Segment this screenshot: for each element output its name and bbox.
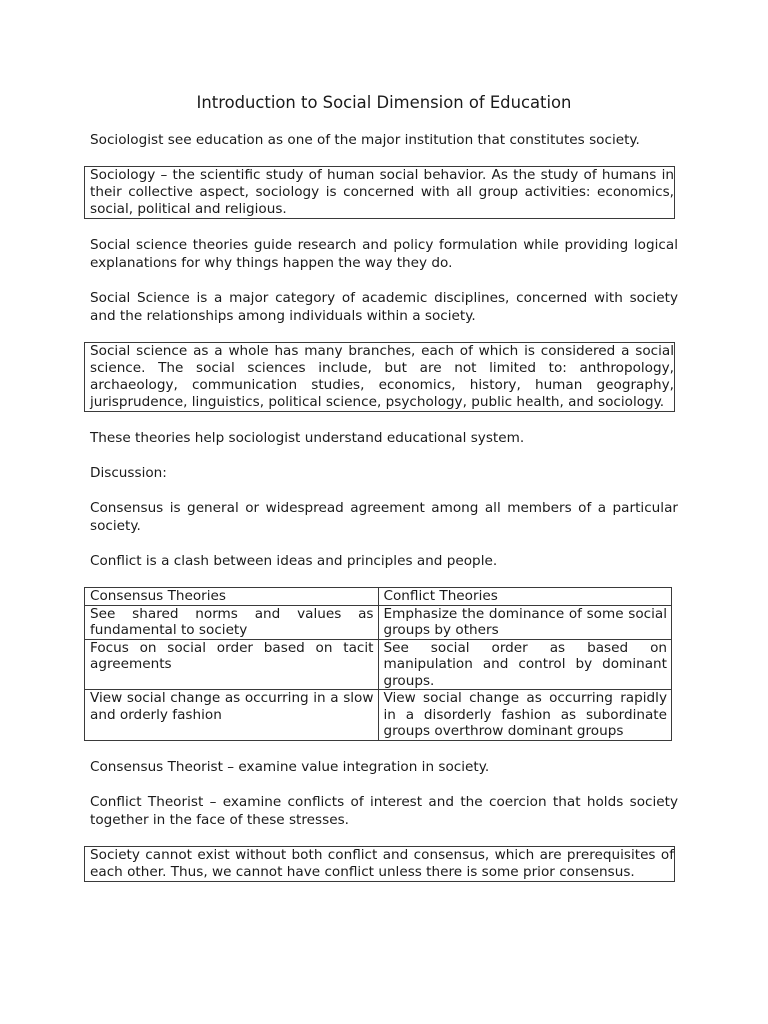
paragraph-conflict: Conflict is a clash between ideas and principles and people. — [90, 553, 498, 569]
table-cell: View social change as occurring rapidly in a disorderly fashion as subordinate groups overthrow dominant groups — [378, 690, 672, 741]
paragraph-social-science-category: Social Science is a major category of academic disciplines, concerned with society and the relationships among individuals within a society. — [90, 290, 678, 324]
definition-box-conflict-consensus: Society cannot exist without both conflict and consensus, which are prerequisites of each other. Thus, we cannot have conflict unless there is some prior consensus. — [84, 846, 675, 882]
comparison-table — [84, 587, 672, 741]
table-cell: See social order as based on manipulation and control by dominant groups. — [378, 639, 672, 690]
document-page — [90, 92, 678, 899]
table-row — [85, 639, 672, 690]
definition-box-social-science-branches: Social science as a whole has many branches, each of which is considered a social science. The social sciences include, but are not limited to: anthropology, archaeology, communication studies, economics, history, human geography, jurisprudence, linguistics, political science, psychology, public health, and sociology. — [84, 342, 675, 412]
table-cell: Emphasize the dominance of some social groups by others — [378, 605, 672, 639]
definition-box-sociology: Sociology – the scientific study of human social behavior. As the study of humans in their collective aspect, sociology is concerned with all group activities: economics, social, political and religious. — [84, 166, 675, 219]
paragraph-consensus-theorist: Consensus Theorist – examine value integration in society. — [90, 758, 490, 775]
table-row — [85, 690, 672, 741]
table-cell: View social change as occurring in a slow and orderly fashion — [85, 690, 379, 741]
document-title: Introduction to Social Dimension of Education — [196, 93, 572, 112]
table-header-conflict: Conflict Theories — [378, 588, 672, 606]
paragraph-discussion: Discussion: — [90, 465, 167, 481]
table-row — [85, 605, 672, 639]
table-header-consensus: Consensus Theories — [85, 588, 379, 606]
paragraph-social-science-theories: Social science theories guide research and policy formulation while providing logical explanations for why things happen the way they do. — [90, 237, 678, 271]
table-cell: See shared norms and values as fundamental to society — [85, 605, 379, 639]
paragraph-conflict-theorist: Conflict Theorist – examine conflicts of interest and the coercion that holds society together in the face of these stresses. — [90, 793, 678, 828]
paragraph-theories-help: These theories help sociologist understand educational system. — [90, 430, 525, 446]
paragraph-consensus: Consensus is general or widespread agreement among all members of a particular society. — [90, 500, 678, 534]
table-header-row — [85, 588, 672, 606]
paragraph-sociologist: Sociologist see education as one of the major institution that constitutes society. — [90, 132, 640, 148]
table-cell: Focus on social order based on tacit agreements — [85, 639, 379, 690]
